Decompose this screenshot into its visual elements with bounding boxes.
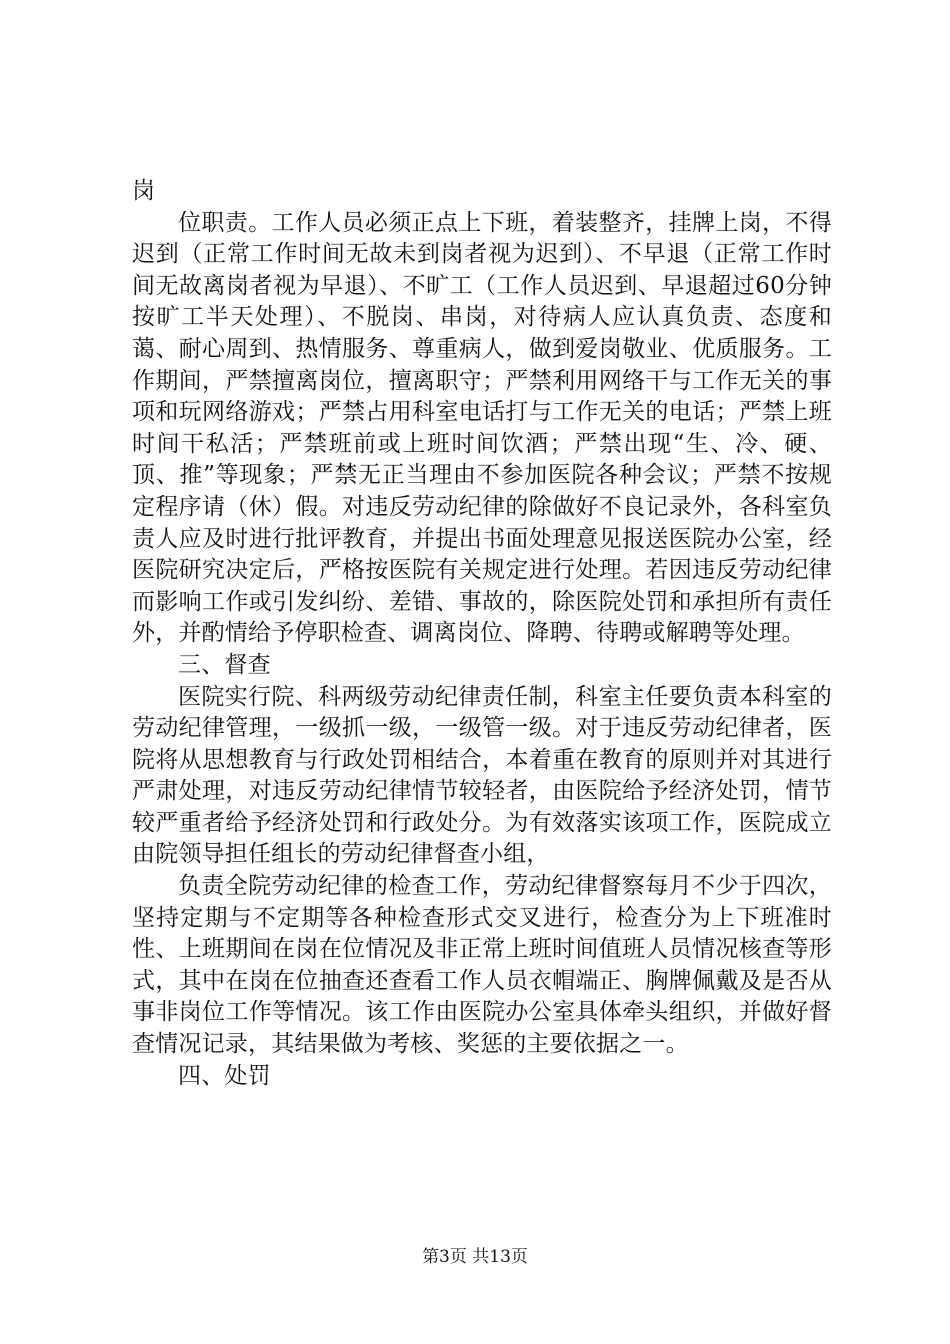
paragraph-inspection: 负责全院劳动纪律的检查工作，劳动纪律督察每月不少于四次，坚持定期与不定期等各种检查形式交叉进行，检查分为上下班准时性、上班期间在岗在位情况及非正常上班时间值班人员情况核查等形式，其中在岗在位抽查还查看工作人员衣帽端正、胸牌佩戴及是否从事非岗位工作等情况。该工作由医院办公室具体牵头组织，并做好督查情况记录，其结果做为考核、奖惩的主要依据之一。 bbox=[132, 873, 832, 1058]
section-heading-supervision: 三、督查 bbox=[178, 651, 271, 678]
document-body bbox=[132, 176, 832, 1092]
page-footer: 第3页 共13页 bbox=[422, 1247, 528, 1267]
paragraph-duties: 位职责。工作人员必须正点上下班，着装整齐，挂牌上岗，不得迟到（正常工作时间无故未到岗者视为迟到）、不早退（正常工作时间无故离岗者视为早退）、不旷工（工作人员迟到、早退超过60分钟按旷工半天处理）、不脱岗、串岗，对待病人应认真负责、态度和蔼、耐心周到、热情服务、尊重病人，做到爱岗敬业、优质服务。工作期间，严禁擅离岗位，擅离职守；严禁利用网络干与工作无关的事项和玩网络游戏；严禁占用科室电话打与工作无关的电话；严禁上班时间干私活；严禁班前或上班时间饮酒；严禁出现“生、冷、硬、顶、推”等现象；严禁无正当理由不参加医院各种会议；严禁不按规定程序请（休）假。对违反劳动纪律的除做好不良记录外，各科室负责人应及时进行批评教育，并提出书面处理意见报送医院办公室，经医院研究决定后，严格按医院有关规定进行处理。若因违反劳动纪律而影响工作或引发纠纷、差错、事故的，除医院处罚和承担所有责任外，并酌情给予停职检查、调离岗位、降聘、待聘或解聘等处理。 bbox=[132, 209, 832, 647]
section-heading-penalty: 四、处罚 bbox=[178, 1062, 271, 1089]
lead-fragment: 岗 bbox=[132, 178, 156, 204]
paragraph-supervision-system: 医院实行院、科两级劳动纪律责任制，科室主任要负责本科室的劳动纪律管理，一级抓一级，一级管一级。对于违反劳动纪律者，医院将从思想教育与行政处罚相结合，本着重在教育的原则并对其进行严肃处理，对违反劳动纪律情节较轻者，由医院给予经济处罚，情节较严重者给予经济处罚和行政处分。为有效落实该项工作，医院成立由院领导担任组长的劳动纪律督查小组， bbox=[132, 683, 832, 868]
